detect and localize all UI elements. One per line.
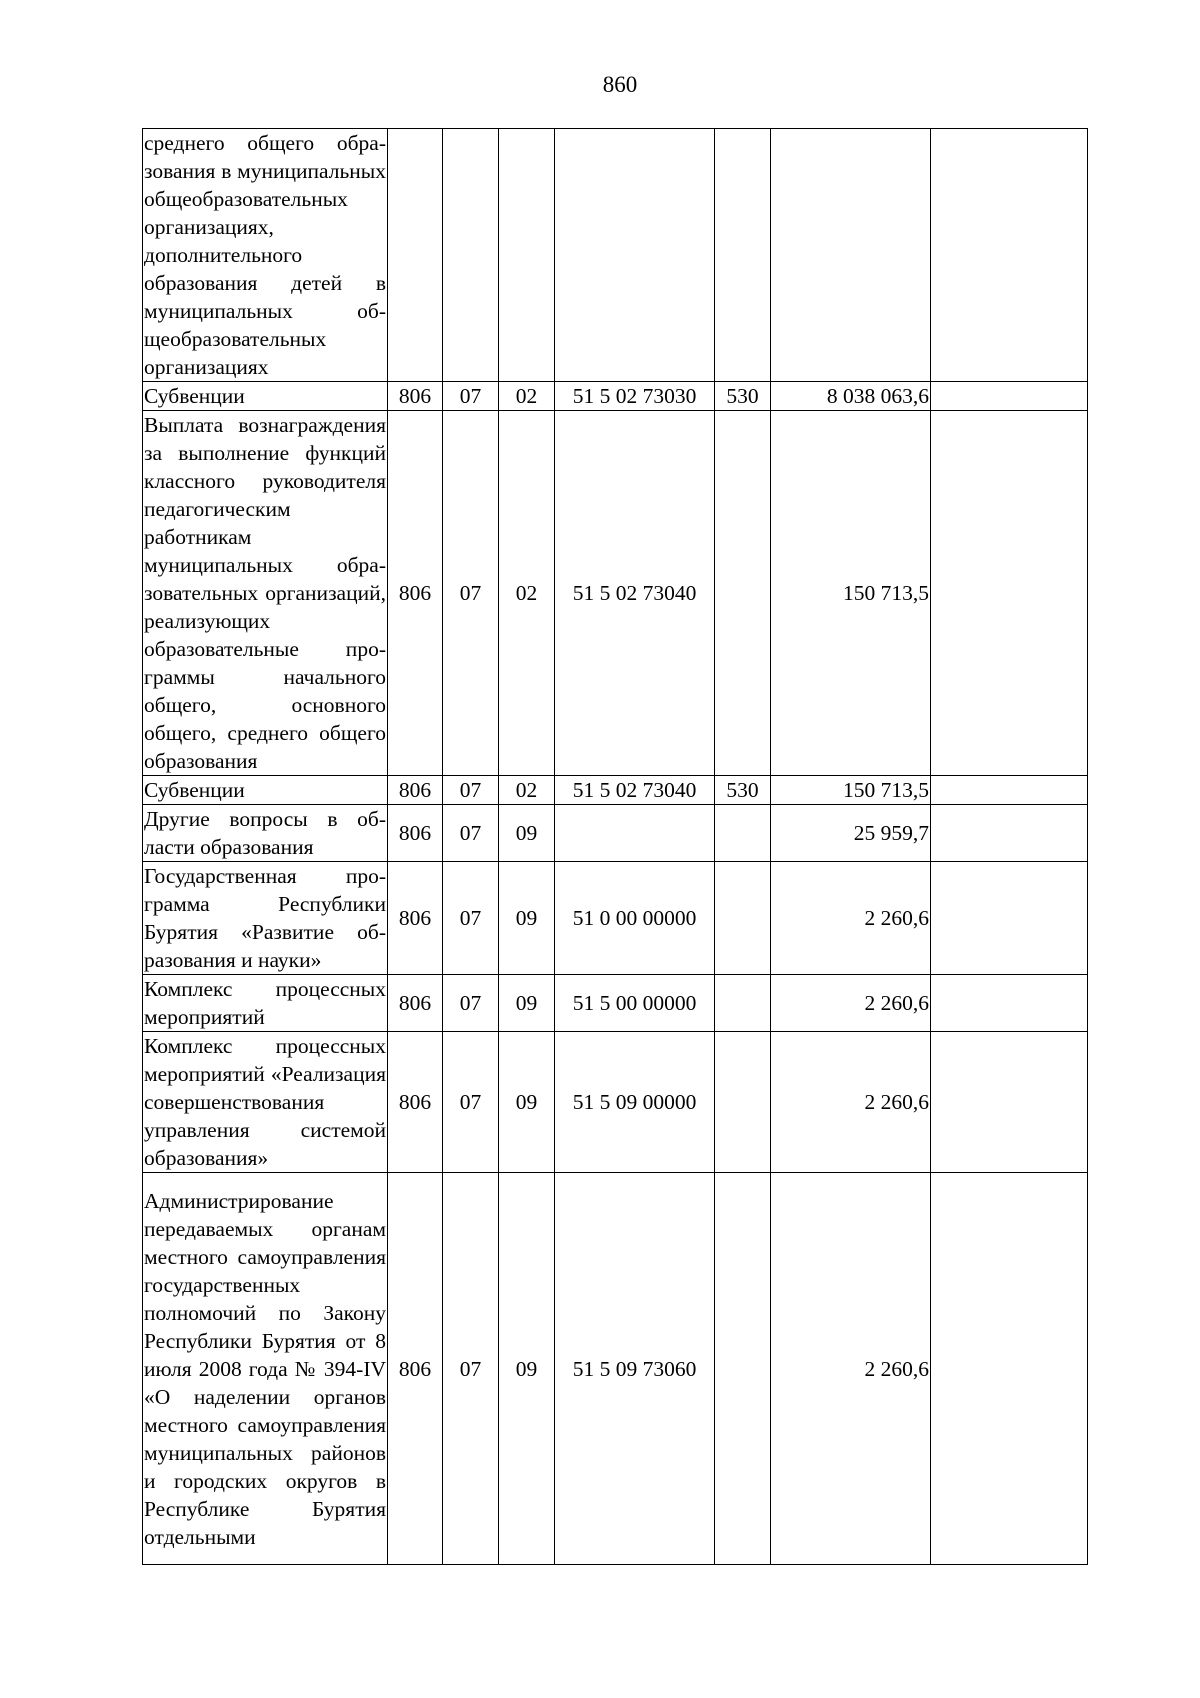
row-extra: [931, 129, 1088, 382]
row-amount: 2 260,6: [771, 975, 931, 1032]
row-expense-type: [715, 1173, 771, 1565]
row-section-code: 07: [443, 975, 499, 1032]
table-row: [143, 862, 1088, 975]
row-target-article: 51 0 00 00000: [555, 862, 715, 975]
row-name: среднего общего образования в муниципальных общеобразовательных организациях, дополнительного образования детей в муниципальных общеобразовательных организациях: [143, 129, 388, 382]
page-number: 860: [602, 72, 638, 97]
table-row: [143, 975, 1088, 1032]
table-row: [143, 382, 1088, 411]
row-ministry-code: 806: [388, 975, 443, 1032]
table-row: [143, 1032, 1088, 1173]
budget-table: [142, 128, 1088, 1565]
row-subsection-code: 09: [499, 862, 555, 975]
row-subsection-code: 09: [499, 805, 555, 862]
row-name: Комплекс процессных мероприятий: [143, 975, 388, 1032]
row-ministry-code: 806: [388, 805, 443, 862]
row-target-article: 51 5 02 73030: [555, 382, 715, 411]
row-section-code: 07: [443, 862, 499, 975]
row-amount: 2 260,6: [771, 1173, 931, 1565]
row-ministry-code: 806: [388, 382, 443, 411]
row-name: Субвенции: [143, 776, 388, 805]
table-row: [143, 129, 1088, 382]
row-section-code: 07: [443, 1032, 499, 1173]
row-target-article: 51 5 00 00000: [555, 975, 715, 1032]
row-expense-type: [715, 975, 771, 1032]
row-expense-type: 530: [715, 776, 771, 805]
row-section-code: [443, 129, 499, 382]
table-row: [143, 776, 1088, 805]
row-expense-type: [715, 862, 771, 975]
row-expense-type: [715, 805, 771, 862]
row-amount: 150 713,5: [771, 776, 931, 805]
row-subsection-code: 09: [499, 975, 555, 1032]
table-row: [143, 1173, 1088, 1565]
row-section-code: 07: [443, 411, 499, 776]
row-ministry-code: 806: [388, 776, 443, 805]
row-expense-type: [715, 129, 771, 382]
row-subsection-code: 09: [499, 1173, 555, 1565]
row-subsection-code: [499, 129, 555, 382]
row-section-code: 07: [443, 382, 499, 411]
row-extra: [931, 382, 1088, 411]
row-target-article: 51 5 02 73040: [555, 411, 715, 776]
row-target-article: [555, 129, 715, 382]
row-ministry-code: [388, 129, 443, 382]
row-amount: 2 260,6: [771, 862, 931, 975]
row-amount: 25 959,7: [771, 805, 931, 862]
table-row: [143, 411, 1088, 776]
row-name: Государственная программа Республики Бурятия «Развитие образования и науки»: [143, 862, 388, 975]
row-target-article: 51 5 09 00000: [555, 1032, 715, 1173]
row-expense-type: [715, 1032, 771, 1173]
row-extra: [931, 776, 1088, 805]
row-extra: [931, 1032, 1088, 1173]
row-name: Субвенции: [143, 382, 388, 411]
row-subsection-code: 02: [499, 382, 555, 411]
table-row: [143, 805, 1088, 862]
row-section-code: 07: [443, 1173, 499, 1565]
row-target-article: [555, 805, 715, 862]
row-name: Комплекс процессных мероприятий «Реализация совершенствования управления системой образования»: [143, 1032, 388, 1173]
row-subsection-code: 02: [499, 411, 555, 776]
row-section-code: 07: [443, 805, 499, 862]
row-extra: [931, 975, 1088, 1032]
row-expense-type: [715, 411, 771, 776]
row-extra: [931, 862, 1088, 975]
row-target-article: 51 5 02 73040: [555, 776, 715, 805]
row-extra: [931, 1173, 1088, 1565]
row-ministry-code: 806: [388, 1173, 443, 1565]
row-name: Выплата вознаграждения за выполнение функций классного руководителя педагогическим работникам муниципальных образовательных организаций, реализующих образовательные программы начального общего, основного общего, среднего общего образования: [143, 411, 388, 776]
row-ministry-code: 806: [388, 862, 443, 975]
row-ministry-code: 806: [388, 411, 443, 776]
row-name: Другие вопросы в области образования: [143, 805, 388, 862]
row-name: Администрирование передаваемых органам местного самоуправления государственных полномочий по Закону Республики Бурятия от 8 июля 2008 года № 394-IV «О наделении органов местного самоуправления муниципальных районов и городских округов в Республике Бурятия отдельными: [143, 1173, 388, 1565]
row-subsection-code: 09: [499, 1032, 555, 1173]
row-target-article: 51 5 09 73060: [555, 1173, 715, 1565]
row-subsection-code: 02: [499, 776, 555, 805]
row-amount: 8 038 063,6: [771, 382, 931, 411]
row-ministry-code: 806: [388, 1032, 443, 1173]
row-extra: [931, 411, 1088, 776]
row-expense-type: 530: [715, 382, 771, 411]
row-amount: 150 713,5: [771, 411, 931, 776]
row-amount: [771, 129, 931, 382]
row-extra: [931, 805, 1088, 862]
row-amount: 2 260,6: [771, 1032, 931, 1173]
row-section-code: 07: [443, 776, 499, 805]
